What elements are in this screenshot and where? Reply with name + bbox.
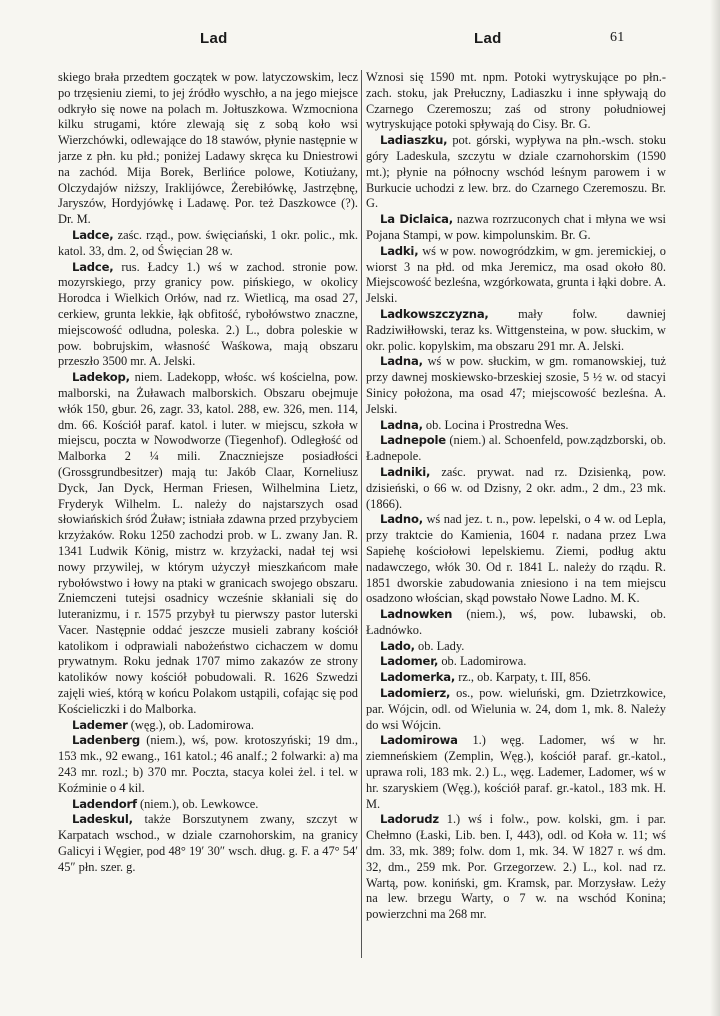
entry-text: (niem.), ob. Lewkowce. <box>139 796 259 811</box>
entry-headword: Ladeskul, <box>72 812 133 827</box>
dictionary-entry <box>366 812 666 923</box>
dictionary-entry <box>366 607 666 639</box>
entry-text: ob. Lady. <box>418 638 465 653</box>
entry-headword: Ladce, <box>72 259 114 274</box>
entry-headword: La Diclaica, <box>380 212 453 227</box>
entry-text: rus. Ładcy 1.) wś w zachod. stronie pow. mozyrskiego, przy granicy pow. pińskiego, w okolicy Horodca i Wielkich Orłów, nad rz. Wietlicą, ma osad 27, cerkiew, grunta lekkie, łąk obfitość, rybołówstwo znaczne, miejscowość odludna, poleska. 2.) L., dobra poleskie w pow. bobrujskim, własność Waśkowa, mają obszaru przeszło 3500 mr. A. Jelski. <box>58 259 358 369</box>
dictionary-entry <box>58 228 358 260</box>
entry-headword: Ladna, <box>380 417 423 432</box>
dictionary-entry <box>58 70 358 228</box>
entry-headword: Lado, <box>380 638 415 653</box>
entry-text: zaśc. prywat. nad rz. Dzisienką, pow. dzisieński, o 66 w. od Dzisny, 2 okr. adm., 2 dm., 23 mk. (1866). <box>366 464 666 511</box>
entry-text: nazwa rozrzuconych chat i młyna we wsi Pojana Stampi, w pow. kimpolunskim. Br. G. <box>366 212 666 242</box>
dictionary-entry <box>366 212 666 244</box>
right-column <box>366 70 666 970</box>
entry-text: zaśc. rząd., pow. święciański, 1 okr. polic., mk. katol. 33, dm. 2, od Święcian 28 w. <box>58 227 358 258</box>
entry-text: (niem.), wś, pow. lubawski, ob. Ładnówko. <box>366 607 666 637</box>
entry-text: Wznosi się 1590 mt. npm. Potoki wytryskujące po płn.-zach. stoku, jak Prełuczny, Ladiaszku i inne spływają do Czarnego Czeremoszu; zaś od strony południowej wytryskujące potoki spływają do Cisy. Br. G. <box>366 70 666 132</box>
entry-headword: Ladkowszczyzna, <box>380 306 489 321</box>
dictionary-entry <box>366 654 666 670</box>
dictionary-entry <box>366 244 666 307</box>
column-divider <box>361 70 362 958</box>
dictionary-entry <box>366 670 666 686</box>
dictionary-entry <box>366 733 666 812</box>
entry-headword: Ladnepole <box>380 433 446 448</box>
dictionary-entry <box>366 70 666 133</box>
entry-headword: Ladiaszku, <box>380 133 448 148</box>
entry-headword: Ladomerka, <box>380 670 456 685</box>
dictionary-entry <box>366 307 666 354</box>
entry-headword: Ladce, <box>72 227 114 242</box>
entry-text: wś w pow. nowogródzkim, w gm. jeremickiej, o wiorst 3 na płd. od mka Jeremicz, ma osad około 80. Miejscowość bezleśna, wzgórkowata, grunta i łąki dobre. A. Jelski. <box>366 243 666 306</box>
dictionary-entry <box>58 812 358 875</box>
dictionary-entry <box>366 354 666 417</box>
page-edge-shadow <box>710 0 720 1016</box>
dictionary-entry <box>366 639 666 655</box>
entry-headword: Ladomierz, <box>380 686 451 701</box>
entry-text: (węg.), ob. Ladomirowa. <box>130 717 254 732</box>
entry-headword: Ladomirowa <box>380 733 458 748</box>
entry-headword: Ladna, <box>380 354 423 369</box>
dictionary-entry <box>366 418 666 434</box>
entry-text: skiego brała przedtem goczątek w pow. latyczowskim, lecz po trzęsieniu ziemi, to jej źródło wyschło, a na jego miejsce odkryło się nowe na polach m. Jołtuszkowa. Wzmocniona kilku strugami, które zlewają się z sobą koło wsi Wierzchówki, odlewające do 18 stawów, płynie następnie w jarze z płn. ku płd.; poniżej Ladawy skręca ku Dniestrowi na zachód. Mija Borek, Berlińce polowe, Kotiużany, Olczydajów niższy, Iraklijówce, Żerebiłówkę, Jastrzębnę, Jaryszów, Hordyjówkę i Ladawę. Por. też Daszkowce (?). Dr. M. <box>58 70 358 227</box>
dictionary-entry <box>366 512 666 607</box>
entry-text: pot. górski, wypływa na płn.-wsch. stoku góry Ladeskula, szczytu w dziale czarnohorskim (1590 mt.); płynie na północny wschód leśnym parowem i w Burkucie uchodzi z lew. brz. do Czarnego Czeremoszu. Br. G. <box>366 133 666 211</box>
dictionary-entry <box>58 733 358 796</box>
entry-text: niem. Ladekopp, włośc. wś kościelna, pow. malborski, na Żuławach malborskich. Obszaru obejmuje włók 150, gbur. 26, zagr. 33, katol. 288, ew. 326, men. 114, dm. 66. Kościół paraf. katol. i luter. w miejscu, szkoła w miejscu, poczta w Nowodworze (Tiegenhof). Odległość od Malborka 2 ¼ mili. Znaczniejsze posiadłości (Grossgrundbesitzer) mają tu: Jakób Claar, Korneliusz Dyck, Jan Dyck, Herman Friesen, Wilhelmina Lietz, Fryderyk Wilhelm. L. należy do najstarszych osad słowiańskich śród Żuław; istniała zdawna przed przybyciem krzyżaków. Roku 1250 zachodzi prob. w L. zwany Jan. R. 1341 Ludwik König, mistrz w. krzyżacki, nadał tej wsi nowy przywilej, w którym użyczył mieszkańcom małe rybołówstwo i łowy na ptaki w granicach swojego obszaru. Zniemczeni tutejsi osadnicy wcześnie skłaniali się do luteranizmu, i r. 1575 przybył tu pierwszy pastor luterski Vacer. Następnie oddać jeszcze musieli zabrany kościół katolikom i odprawiali nabożeństwo cichaczem w domu prywatnym. Roku jednak 1707 mimo zakazów ze strony katolików nowy kościół pobudowali. R. 1626 Szwedzi zajęli wieś, którą w końcu Polakom ustąpili, cofając się pod Kościeliczki i do Malborka. <box>58 370 358 716</box>
entry-headword: Ladenberg <box>72 733 141 748</box>
left-column <box>58 70 358 970</box>
dictionary-entry <box>58 260 358 371</box>
entry-text: także Borszutynem zwany, szczyt w Karpatach wschod., w dziale czarnohorskim, na granicy Galicyi i Węgier, pod 48° 19′ 30″ wsch. dług. g. F. a 47° 54′ 45″ płn. szer. g. <box>58 812 358 874</box>
entry-text: ob. Locina i Prostredna Wes. <box>425 417 569 432</box>
entry-text: mały folw. dawniej Radziwiłłowski, teraz ks. Wittgensteina, w pow. słuckim, w okr. polic. kopylskim, ma obszaru 291 mr. A. Jelski. <box>366 306 666 353</box>
dictionary-entry <box>58 370 358 718</box>
dictionary-entry <box>366 133 666 212</box>
running-head-left: Lad <box>200 30 228 47</box>
dictionary-entry <box>58 797 358 813</box>
entry-text: wś w pow. słuckim, w gm. romanowskiej, tuż przy dawnej moskiewsko-brzeskiej szosie, 5 ½ w. od stacyi Sinicy położona, ma osad 47; miejscowość bezleśna. A. Jelski. <box>366 354 666 416</box>
entry-headword: Ladnowken <box>380 607 453 622</box>
entry-headword: Ladekop, <box>72 370 130 385</box>
dictionary-entry <box>366 465 666 512</box>
entry-text: (niem.), wś, pow. krotoszyński; 19 dm., 153 mk., 92 ewang., 161 katol.; 46 analf.; 2 folwarki: a) ma 243 mr. rozl.; b) 370 mr. Poczta, stacya kolei żel. i tel. w Koźminie o 4 kil. <box>58 733 358 795</box>
entry-text: os., pow. wieluński, gm. Dzietrzkowice, par. Wójcin, odl. od Wielunia w. 24, dom 1, mk. 8. Należy do wsi Wójcin. <box>366 686 666 732</box>
entry-headword: Lademer <box>72 717 128 732</box>
dictionary-entry <box>366 433 666 465</box>
entry-text: 1.) wś i folw., pow. kolski, gm. i par. Chełmno (Łaski, Lib. ben. I, 443), odl. od Koła w. 11; wś dm. 33, mk. 389; folw. dom 1, mk. 34. W 1827 r. wś dm. 32, dm., 259 mk. Por. Grzegorzew. 2.) L., kol. nad rz. Wartą, pow. koniński, gm. Kramsk, par. Morzysław. Leży na lew. brzegu Warty, o 7 w. na wschód Konina; powierzchni ma 268 mr. <box>366 812 666 922</box>
entry-headword: Ladno, <box>380 512 423 527</box>
dictionary-entry <box>58 718 358 734</box>
entry-headword: Ladomer, <box>380 654 439 669</box>
entry-headword: Ladki, <box>380 243 419 258</box>
entry-text: (niem.) al. Schoenfeld, pow.ządzborski, ob. Ładnepole. <box>366 433 666 464</box>
entry-text: 1.) węg. Ladomer, wś w hr. ziemneńskiem (Zemplin, Węg.), kościół paraf. gr.-katol., uprawa roli, 183 mk. 2.) L., węg. Lademer, Ladomer, wś w hr. szaryskiem (Węg.), kościół paraf. gr.-katol., 183 mk. H. M. <box>366 733 666 811</box>
dictionary-entry <box>366 686 666 733</box>
entry-headword: Ladendorf <box>72 796 137 811</box>
entry-text: rz., ob. Karpaty, t. III, 856. <box>458 670 591 685</box>
running-head-right: Lad <box>474 30 502 47</box>
entry-text: ob. Ladomirowa. <box>441 654 527 669</box>
entry-headword: Ladorudz <box>380 812 439 827</box>
entry-text: wś nad jez. t. n., pow. lepelski, o 4 w. od Lepla, przy traktcie do Kamienia, 1604 r. nadana przez Lwa Sapiehę kościołowi lepelskiemu. Ziemi, podług aktu nadawczego, włók 30. Od r. 1841 L. należy do rządu. R. 1851 dworskie zabudowania zniesiono i na tem miejscu osadzono włościan, skąd powstało Nowe Ladno. M. K. <box>366 512 666 606</box>
entry-headword: Ladniki, <box>380 464 431 479</box>
page-number: 61 <box>610 30 625 45</box>
